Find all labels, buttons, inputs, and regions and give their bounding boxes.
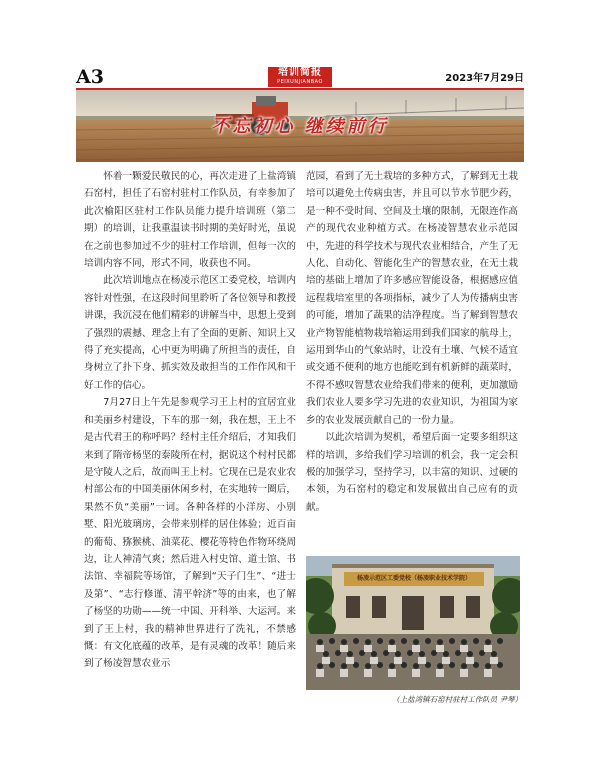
article-column-left (84, 168, 296, 673)
building-sign: 杨凌示范区工委党校（杨凌职业技术学院） (344, 572, 484, 586)
masthead-title: 培训简报 (278, 67, 322, 78)
paragraph: 7月27日上午先是参观学习王上村的宜居宜业和美丽乡村建设，下车的那一刻，我在想，王上不是古代君王的称呼吗？经村主任介绍后，才知我们来到了隋帝杨坚的泰陵所在村，据说这个村村民都是守陵人之后，故而叫王上村。它现在已是农业农村部公布的中国美丽休闲乡村，在实地转一圈后，果然不负“美丽”一词。各种各样的小洋房、小别墅、阳光玻璃房，会带来别样的居住体验；近百亩的葡萄、猕猴桃、油菜花、樱花等特色作物环绕周边，让人神清气爽；然后进入村史馆、道士馆、书法馆、幸福院等场馆，了解到“天子门生”、“进士及第”、“志行修谨、清平幹济”等的由来，也了解了杨坚的功勋——统一中国、开科举、大运河。来到了王上村，我的精神世界进行了洗礼，不禁感慨：有文化底蕴的改革，是有灵魂的改革！随后来到了杨凌智慧农业示 (84, 397, 296, 670)
paragraph: 范园，看到了无土栽培的多种方式，了解到无土栽培可以避免土传病虫害，并且可以节水节肥少药，是一种不受时间、空间及土壤的限制，无限连作高产的现代农业种植方式。在杨凌智慧农业示范园中，先进的科学技术与现代农业相结合，产生了无人化、自动化、智能化生产的智慧农业，在无土栽培的基础上增加了许多感应智能设备，根据感应值远程栽培室里的各项指标，减少了人为传播病虫害的可能，增加了蔬果的洁净程度。当了解到智慧农业产物智能植物栽培箱运用到我们国家的航母上，运用到华山的气象站时，让没有土壤、气候不适宜或交通不便利的地方也能吃到有机新鲜的蔬菜时，不得不感叹智慧农业给我们带来的便利，更加激励我们农业人要多学习先进的农业知识，为祖国为家乡的农业发展贡献自己的一份力量。 (306, 171, 518, 426)
photo-caption: （上盐湾镇石窑村驻村工作队员 尹琴） (392, 695, 522, 704)
masthead-pinyin: PEIXUNJIANBAO (277, 79, 323, 85)
article-column-right (306, 168, 518, 516)
paragraph: 怀着一颗爱民敬民的心，再次走进了上盐湾镇石窑村，担任了石窑村驻村工作队员，有幸参加了此次榆阳区驻村工作队员能力提升培训班（第二期）的培训，让我重温读书时期的美好时光，虽说在之前也参加过不少的驻村工作培训，但每一次的培训内容不同，形式不同，收获也不同。 (84, 171, 296, 270)
page-header (76, 66, 524, 88)
banner (76, 90, 524, 162)
banner-title: 不忘初心 继续前行 (211, 116, 389, 137)
page-number: A3 (76, 66, 104, 88)
issue-date: 2023年7月29日 (445, 73, 524, 84)
paragraph: 以此次培训为契机，希望后面一定要多组织这样的培训，多给我们学习培训的机会，我一定会积极的加强学习，坚持学习，以丰富的知识、过硬的本领，为石窑村的稳定和发展做出自己应有的贡献。 (306, 432, 518, 513)
group-photo (306, 556, 520, 690)
paragraph: 此次培训地点在杨凌示范区工委党校，培训内容针对性强，在这段时间里聆听了各位领导和教授讲课，我沉浸在他们精彩的讲解当中，思想上受到了强烈的震撼、理念上有了全面的更新、知识上又得了充实提高，心中更为明确了所担当的责任，自身树立了扑下身、抓实效及敢担当的工作作风和干好工作的信心。 (84, 275, 296, 391)
masthead (268, 67, 332, 87)
